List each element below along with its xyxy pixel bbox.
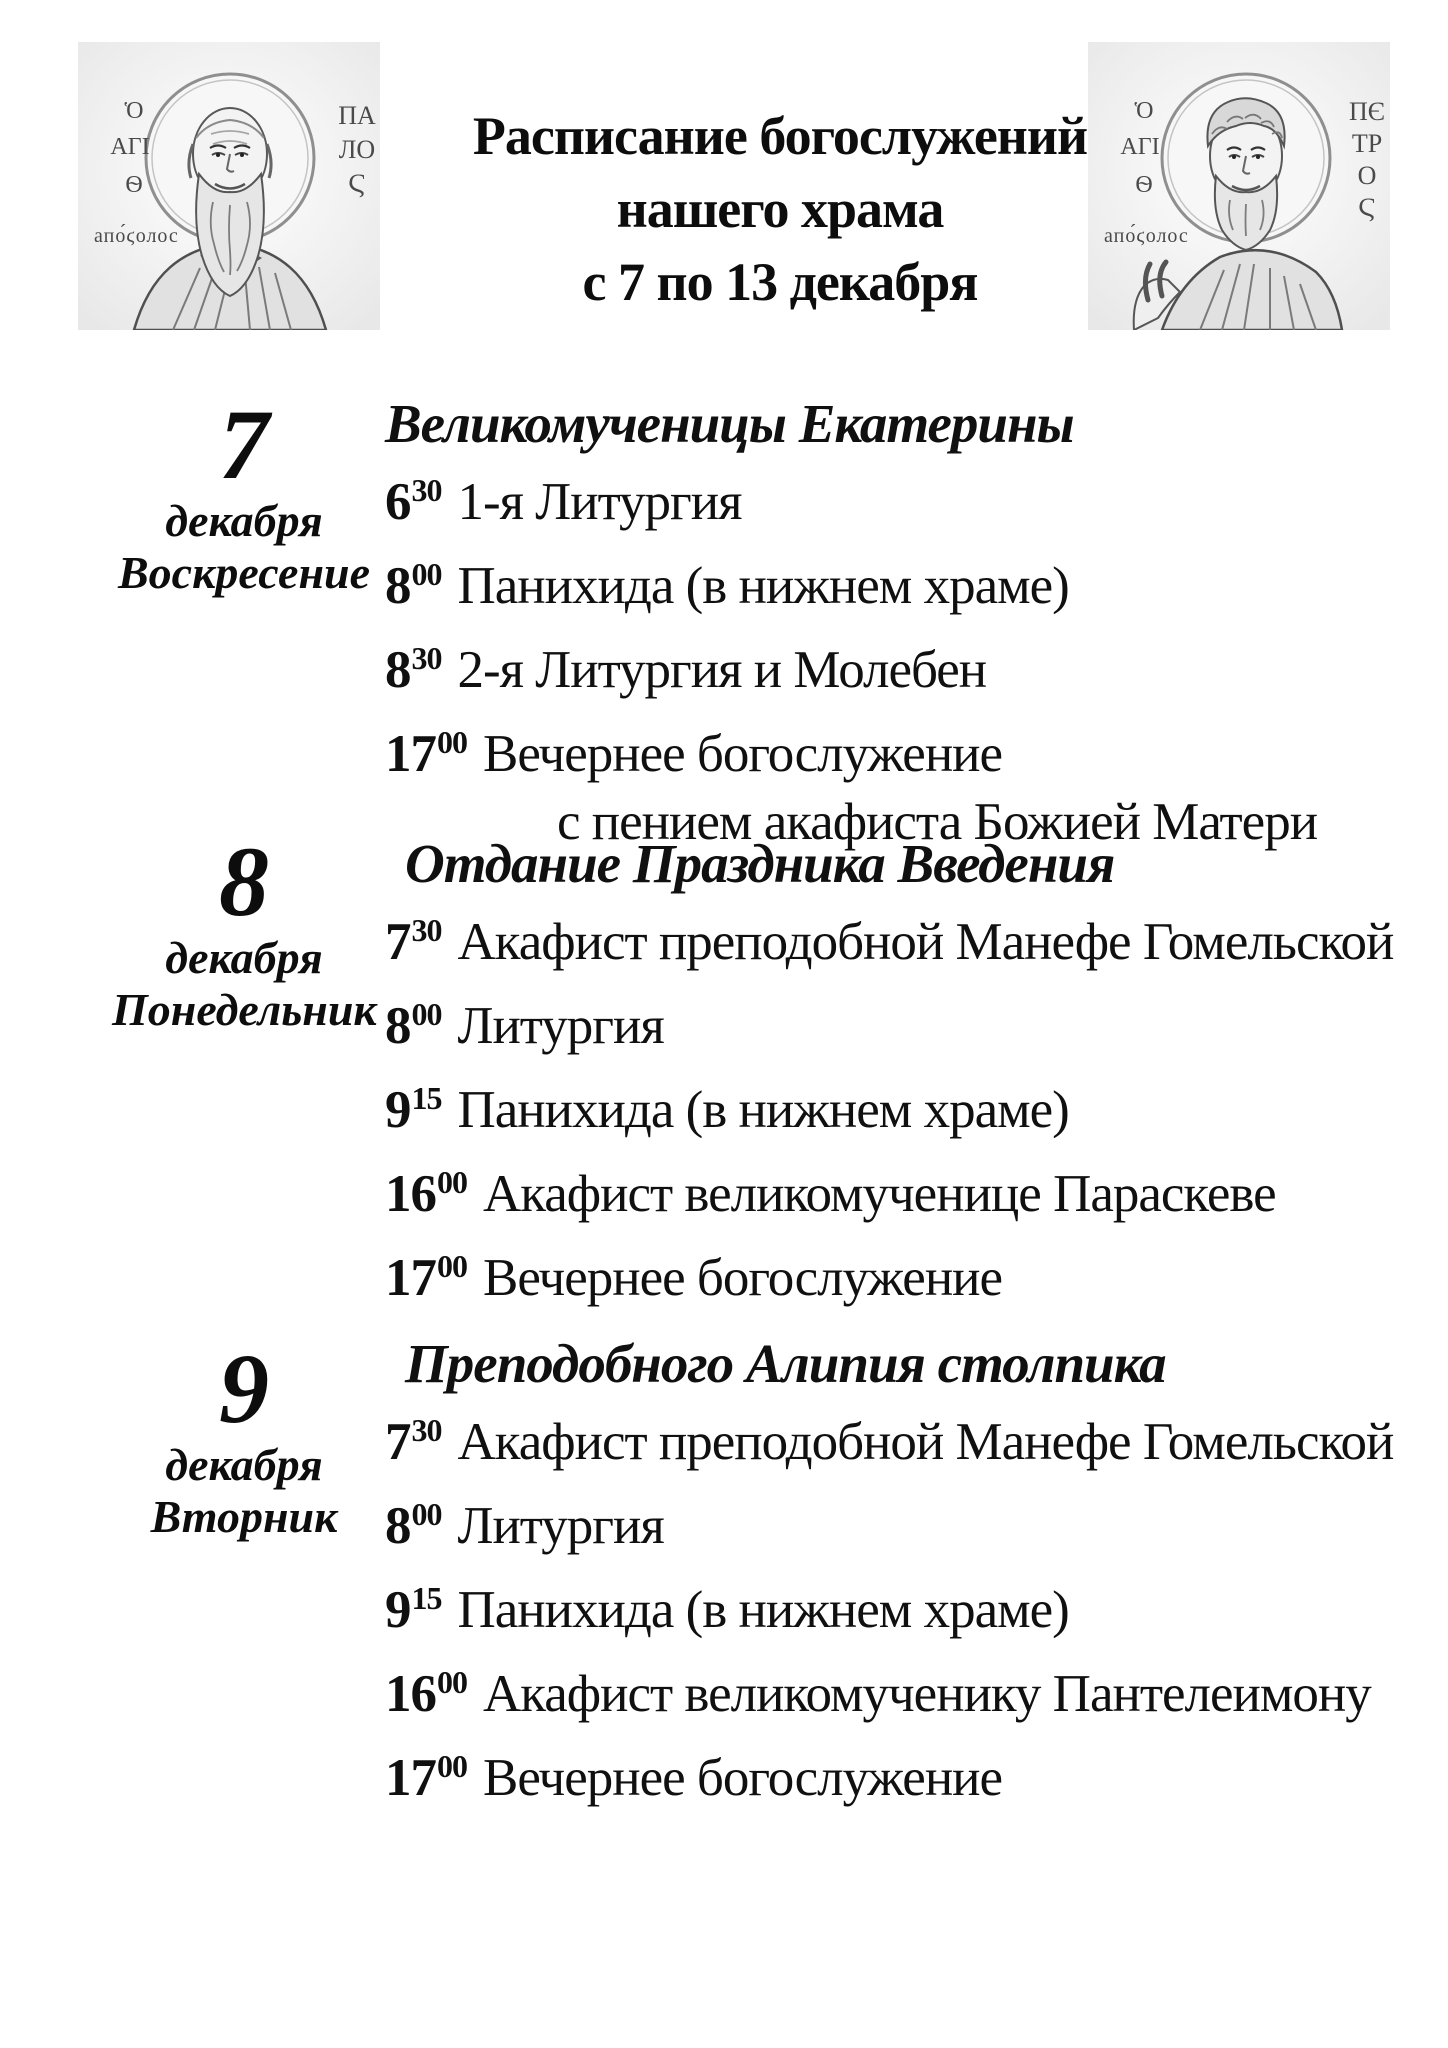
service-hour: 9 <box>385 1081 411 1139</box>
service-time <box>385 1081 442 1139</box>
service-entry <box>385 471 1395 539</box>
services-8-december <box>385 833 1395 1331</box>
service-minutes: 00 <box>437 724 467 761</box>
service-hour: 17 <box>385 725 436 783</box>
service-hour: 8 <box>385 1497 411 1555</box>
service-time <box>385 913 442 971</box>
day-weekday: Понедельник <box>112 984 377 1035</box>
day-month: декабря <box>165 932 323 983</box>
day-number: 9 <box>219 1333 269 1444</box>
service-description: Панихида (в нижнем храме) <box>457 1581 1069 1639</box>
service-entry <box>385 1079 1395 1147</box>
service-minutes: 00 <box>411 556 442 593</box>
day-header-9-december <box>112 1333 376 1543</box>
service-hour: 17 <box>385 1249 436 1307</box>
paul-caption: апо́ϛолос <box>94 225 179 247</box>
peter-left-inscription-3: Ѳ <box>1135 172 1153 198</box>
service-minutes: 00 <box>437 1664 467 1701</box>
feast-title: Преподобного Алипия столпика <box>405 1333 1166 1394</box>
service-description: Литургия <box>457 997 664 1055</box>
service-hour: 8 <box>385 997 411 1055</box>
service-description-continuation: с пением акафиста Божией Матери <box>557 793 1318 851</box>
services-7-december <box>385 393 1395 869</box>
service-description: Панихида (в нижнем храме) <box>457 557 1069 615</box>
service-time <box>385 1249 467 1307</box>
services-9-december <box>385 1333 1395 1831</box>
service-time <box>385 557 442 615</box>
peter-name-inscription-2: ТР <box>1351 129 1383 158</box>
service-time <box>385 725 467 783</box>
service-description: 2-я Литургия и Молебен <box>457 641 987 699</box>
title-line-2: нашего храма <box>616 179 944 239</box>
apostle-peter-engraving <box>1088 42 1390 330</box>
service-time <box>385 1581 442 1639</box>
day-number: 7 <box>219 389 269 500</box>
peter-name-inscription-3: О <box>1357 161 1377 190</box>
service-hour: 8 <box>385 557 411 615</box>
service-description: Литургия <box>457 1497 664 1555</box>
peter-left-inscription-2: АГІ <box>1120 134 1160 160</box>
service-hour: 17 <box>385 1749 436 1807</box>
service-minutes: 15 <box>411 1080 442 1117</box>
day-month: декабря <box>165 495 323 546</box>
service-time <box>385 1165 467 1223</box>
service-entry <box>385 1663 1395 1731</box>
service-hour: 9 <box>385 1581 411 1639</box>
service-time <box>385 1497 442 1555</box>
day-number: 8 <box>219 826 269 937</box>
paul-name-inscription-1: ПА <box>338 101 376 130</box>
service-time <box>385 997 442 1055</box>
service-time <box>385 1665 467 1723</box>
service-description: Панихида (в нижнем храме) <box>457 1081 1069 1139</box>
paul-left-inscription-2: АГІ <box>110 134 150 160</box>
service-hour: 7 <box>385 913 411 971</box>
page-title <box>460 100 1100 319</box>
peter-name-inscription-4: Ϛ <box>1358 193 1376 222</box>
service-entry <box>385 1247 1395 1315</box>
service-entry <box>385 1495 1395 1563</box>
feast-title: Великомученицы Екатерины <box>385 393 1074 454</box>
title-line-1: Расписание богослужений <box>472 106 1088 166</box>
peter-caption: апо́ϛолос <box>1104 225 1189 247</box>
service-description: Вечернее богослужение <box>483 1749 1003 1807</box>
service-minutes: 00 <box>437 1164 467 1201</box>
service-entry <box>385 1411 1395 1479</box>
paul-name-inscription-2: ЛО <box>338 135 376 164</box>
day-weekday: Воскресение <box>118 547 370 598</box>
service-entry <box>385 1747 1395 1815</box>
service-minutes: 30 <box>411 912 442 949</box>
service-description: Акафист преподобной Манефе Гомельской <box>457 1413 1394 1471</box>
apostle-peter-icon <box>1088 42 1390 330</box>
service-hour: 16 <box>385 1165 436 1223</box>
service-description: Акафист великомученице Параскеве <box>483 1165 1276 1223</box>
peter-left-inscription-1: Ὁ <box>1134 98 1154 124</box>
paul-left-inscription-1: Ὁ <box>124 98 144 124</box>
day-month: декабря <box>165 1439 323 1490</box>
service-minutes: 00 <box>437 1748 467 1785</box>
service-description: Акафист великомученику Пантелеимону <box>483 1665 1371 1723</box>
service-description: 1-я Литургия <box>457 473 742 531</box>
service-minutes: 30 <box>411 1412 442 1449</box>
service-hour: 7 <box>385 1413 411 1471</box>
service-minutes: 00 <box>437 1248 467 1285</box>
day-header-7-december <box>112 389 376 599</box>
service-entry <box>385 639 1395 707</box>
feast-title: Отдание Праздника Введения <box>405 833 1115 894</box>
service-entry <box>385 1579 1395 1647</box>
service-minutes: 00 <box>411 996 442 1033</box>
service-entry <box>385 1163 1395 1231</box>
service-entry <box>385 995 1395 1063</box>
service-entry <box>385 911 1395 979</box>
service-description: Вечернее богослужение <box>483 1249 1003 1307</box>
apostle-paul-icon <box>78 42 380 330</box>
day-weekday: Вторник <box>150 1491 338 1542</box>
service-time <box>385 1749 467 1807</box>
service-hour: 16 <box>385 1665 436 1723</box>
service-entry <box>385 555 1395 623</box>
service-minutes: 30 <box>411 640 442 677</box>
service-time <box>385 473 442 531</box>
service-time <box>385 641 442 699</box>
service-minutes: 00 <box>411 1496 442 1533</box>
apostle-paul-engraving <box>78 42 380 330</box>
service-description: Акафист преподобной Манефе Гомельской <box>457 913 1394 971</box>
peter-name-inscription-1: ПЄ <box>1349 97 1385 126</box>
paul-name-inscription-3: Ϛ <box>348 169 366 198</box>
day-header-8-december <box>112 826 377 1036</box>
paul-left-inscription-3: Ѳ <box>125 172 143 198</box>
service-time <box>385 1413 442 1471</box>
service-minutes: 30 <box>411 472 442 509</box>
service-minutes: 15 <box>411 1580 442 1617</box>
service-hour: 6 <box>385 473 411 531</box>
service-hour: 8 <box>385 641 411 699</box>
service-description: Вечернее богослужение <box>483 725 1003 783</box>
title-line-3: с 7 по 13 декабря <box>582 252 978 312</box>
